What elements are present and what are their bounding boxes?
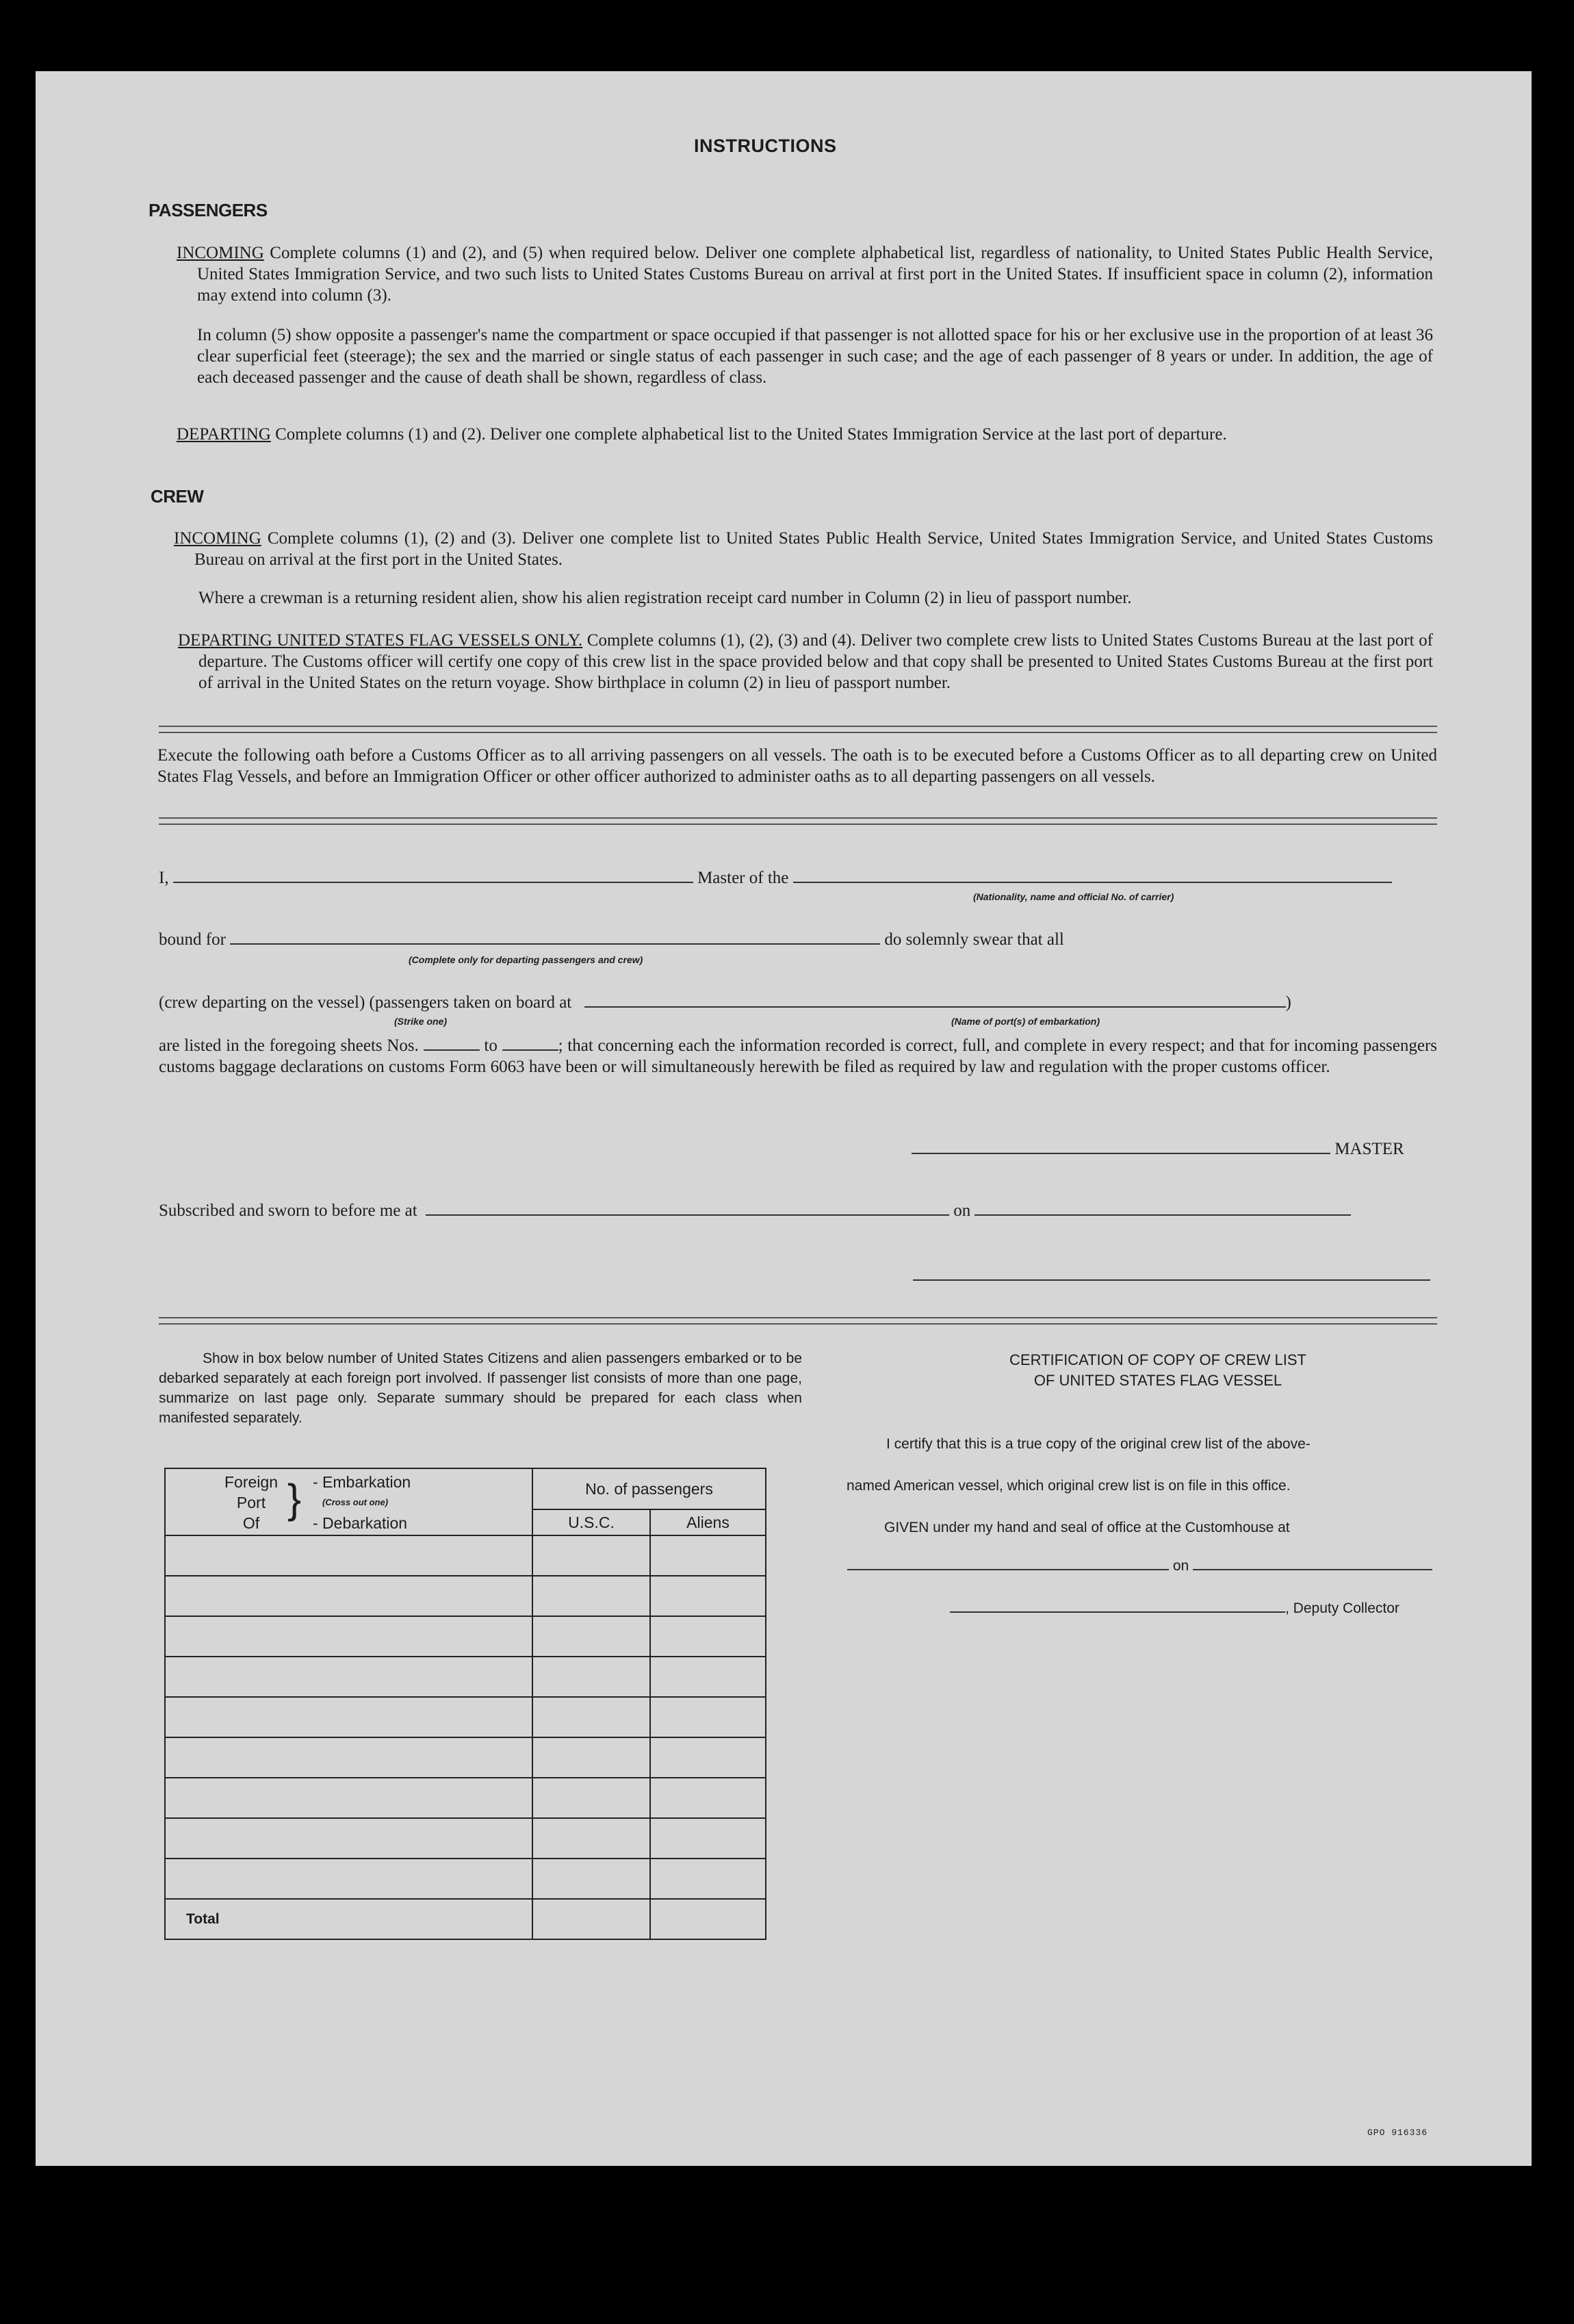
port-cell[interactable] bbox=[165, 1697, 532, 1737]
table-row bbox=[165, 1535, 766, 1576]
passengers-departing-label: DEPARTING bbox=[177, 425, 271, 444]
passengers-column5-text: In column (5) show opposite a passenger's name the compartment or space occupied if that passenger is not allotted space for his or her exclusive use in the proportion of at least 36 clear superficial feet (steerage); the sex and the married or single status of each passenger in such case; and the age of each passenger of 8 years or under. In addition, the age of each deceased passenger and the cause of death shall be shown, regardless of class. bbox=[197, 326, 1433, 387]
officer-signature-field[interactable] bbox=[913, 1279, 1430, 1281]
divider-1 bbox=[159, 726, 1437, 733]
master-name-field[interactable] bbox=[173, 882, 693, 883]
customhouse-field[interactable] bbox=[847, 1569, 1169, 1570]
port-cell[interactable] bbox=[165, 1737, 532, 1778]
bound-for-label: bound for bbox=[159, 930, 226, 949]
crew-heading: CREW bbox=[151, 486, 204, 507]
usc-cell[interactable] bbox=[532, 1859, 650, 1899]
oath-instructions-block bbox=[157, 745, 1437, 787]
table-row bbox=[165, 1737, 766, 1778]
certification-line1: I certify that this is a true copy of the original crew list of the above- bbox=[886, 1436, 1311, 1452]
crew-incoming-label: INCOMING bbox=[174, 529, 261, 548]
bound-note: (Complete only for departing passengers and crew) bbox=[409, 954, 643, 965]
divider-2 bbox=[159, 817, 1437, 825]
close-paren: ) bbox=[1285, 993, 1291, 1012]
summary-instructions-block bbox=[159, 1349, 802, 1428]
aliens-cell[interactable] bbox=[650, 1535, 766, 1576]
deputy-collector-label: , Deputy Collector bbox=[1285, 1600, 1399, 1616]
oath-listed-block bbox=[159, 1035, 1437, 1077]
cross-out-note: (Cross out one) bbox=[322, 1497, 389, 1507]
port-cell[interactable] bbox=[165, 1616, 532, 1657]
usc-cell[interactable] bbox=[532, 1535, 650, 1576]
master-signature-field[interactable] bbox=[912, 1153, 1330, 1154]
sheet-from-field[interactable] bbox=[424, 1049, 480, 1051]
usc-cell[interactable] bbox=[532, 1697, 650, 1737]
certification-line2: named American vessel, which original crew list is on file in this office. bbox=[847, 1478, 1291, 1494]
crew-flag-block bbox=[178, 630, 1433, 693]
summary-instructions: Show in box below number of United States Citizens and alien passengers embarked or to be debarked separately at each foreign port involved. If passenger list consists of more than one page, summarize on last page only. Separate summary should be prepared for each class when manifested separately. bbox=[159, 1351, 802, 1426]
oath-line-crew-departing bbox=[159, 993, 1459, 1013]
oath-line-bound bbox=[159, 930, 1064, 950]
no-of-passengers-header: No. of passengers bbox=[532, 1468, 766, 1509]
master-label: MASTER bbox=[1334, 1140, 1404, 1158]
passengers-incoming-text: Complete columns (1) and (2), and (5) when required below. Deliver one complete alphabetical list, regardless of nationality, to United States Public Health Service, United States Immigration Service, and two such lists to United States Customs Bureau on arrival at first port in the United States. If insufficient space in column (2), information may extend into column (3). bbox=[197, 244, 1434, 305]
table-row bbox=[165, 1778, 766, 1818]
crew-resident-text: Where a crewman is a returning resident alien, show his alien registration receipt card number in Column (2) in lieu of passport number. bbox=[198, 589, 1132, 607]
crew-flag-text: Complete columns (1), (2), (3) and (4). Deliver two complete crew lists to United States Customs Bureau at the last port of departure. The Customs officer will certify one copy of this crew list in the space provided below and that copy shall be presented to United States Customs Bureau at the first port of arrival in the United States on the return voyage. Show birthplace in column (2) in lieu of passport number. bbox=[198, 631, 1434, 692]
debarkation-label[interactable]: - Debarkation bbox=[313, 1514, 408, 1532]
port-cell[interactable] bbox=[165, 1576, 532, 1616]
passengers-heading: PASSENGERS bbox=[149, 200, 268, 220]
listed-text: ; that concerning each the information recorded is correct, full, and complete in every respect; and that for incoming passengers customs baggage declarations on customs Form 6063 have been or will simultaneously herewith be filed as required by law and regulation with the proper customs officer. bbox=[159, 1036, 1438, 1076]
table-row bbox=[165, 1818, 766, 1859]
aliens-cell[interactable] bbox=[650, 1697, 766, 1737]
ports-note: (Name of port(s) of embarkation) bbox=[951, 1016, 1100, 1027]
certification-heading bbox=[877, 1350, 1438, 1391]
listed-prefix: are listed in the foregoing sheets Nos. bbox=[159, 1036, 419, 1055]
aliens-cell[interactable] bbox=[650, 1818, 766, 1859]
crew-incoming-block bbox=[174, 528, 1433, 570]
oath-line-master bbox=[159, 868, 1445, 889]
aliens-cell[interactable] bbox=[650, 1657, 766, 1697]
subscribed-on-label: on bbox=[953, 1201, 971, 1220]
aliens-cell[interactable] bbox=[650, 1576, 766, 1616]
usc-cell[interactable] bbox=[532, 1616, 650, 1657]
port-cell[interactable] bbox=[165, 1657, 532, 1697]
total-aliens-cell[interactable] bbox=[650, 1899, 766, 1939]
port-cell[interactable] bbox=[165, 1818, 532, 1859]
divider-3 bbox=[159, 1317, 1437, 1325]
port-cell[interactable] bbox=[165, 1778, 532, 1818]
table-row bbox=[165, 1576, 766, 1616]
port-label: Port bbox=[236, 1494, 266, 1511]
passengers-departing-text: Complete columns (1) and (2). Deliver one complete alphabetical list to the United States Immigration Service at the last port of departure. bbox=[275, 425, 1227, 444]
brace-icon: } bbox=[287, 1476, 302, 1522]
bound-for-field[interactable] bbox=[230, 943, 880, 945]
aliens-cell[interactable] bbox=[650, 1737, 766, 1778]
foreign-port-header bbox=[165, 1468, 532, 1535]
usc-header: U.S.C. bbox=[532, 1509, 650, 1535]
passengers-column5-block bbox=[197, 324, 1433, 388]
aliens-header: Aliens bbox=[650, 1509, 766, 1535]
carrier-field[interactable] bbox=[793, 882, 1392, 883]
sworn-date-field[interactable] bbox=[975, 1214, 1351, 1216]
usc-cell[interactable] bbox=[532, 1576, 650, 1616]
table-row bbox=[165, 1859, 766, 1899]
master-signature-line bbox=[912, 1139, 1404, 1160]
crew-incoming-text: Complete columns (1), (2) and (3). Deliver one complete list to United States Public Health Service, United States Immigration Service, and United States Customs Bureau on arrival at the first port in the United States. bbox=[194, 529, 1433, 569]
form-page bbox=[36, 71, 1532, 2166]
total-label: Total bbox=[165, 1899, 532, 1939]
of-label: Of bbox=[242, 1514, 260, 1532]
subscribed-line bbox=[159, 1201, 1459, 1221]
foreign-label: Foreign bbox=[224, 1473, 278, 1491]
deputy-collector-field[interactable] bbox=[950, 1611, 1285, 1613]
table-row bbox=[165, 1657, 766, 1697]
usc-cell[interactable] bbox=[532, 1818, 650, 1859]
deputy-collector-line bbox=[950, 1600, 1399, 1617]
passengers-incoming-block bbox=[177, 242, 1433, 306]
table-row bbox=[165, 1697, 766, 1737]
oath-i-label: I, bbox=[159, 869, 169, 887]
port-cell[interactable] bbox=[165, 1859, 532, 1899]
usc-cell[interactable] bbox=[532, 1657, 650, 1697]
crew-departing-label: (crew departing on the vessel) (passengers taken on board at bbox=[159, 993, 572, 1012]
table-row bbox=[165, 1616, 766, 1657]
certification-heading-line1: CERTIFICATION OF COPY OF CREW LIST bbox=[1009, 1351, 1306, 1368]
embarkation-ports-field[interactable] bbox=[584, 1006, 1286, 1008]
sworn-place-field[interactable] bbox=[426, 1214, 949, 1216]
aliens-cell[interactable] bbox=[650, 1859, 766, 1899]
port-cell[interactable] bbox=[165, 1535, 532, 1576]
aliens-cell[interactable] bbox=[650, 1778, 766, 1818]
usc-cell[interactable] bbox=[532, 1778, 650, 1818]
to-label: to bbox=[484, 1036, 498, 1055]
carrier-note: (Nationality, name and official No. of carrier) bbox=[973, 891, 1174, 902]
total-row bbox=[165, 1899, 766, 1939]
sheet-to-field[interactable] bbox=[502, 1049, 558, 1051]
aliens-cell[interactable] bbox=[650, 1616, 766, 1657]
oath-instructions-text: Execute the following oath before a Customs Officer as to all arriving passengers on all vessels. The oath is to be executed before a Customs Officer as to all departing crew on United States Flag Vessels, and before an Immigration Officer or other officer authorized to administer oaths as to all departing passengers on all vessels. bbox=[157, 746, 1437, 786]
subscribed-label: Subscribed and sworn to before me at bbox=[159, 1201, 417, 1220]
form-number: GPO 916336 bbox=[1367, 2128, 1428, 2138]
crew-flag-label: DEPARTING UNITED STATES FLAG VESSELS ONLY. bbox=[178, 631, 583, 650]
certification-date-field[interactable] bbox=[1193, 1569, 1432, 1570]
certification-date-line bbox=[847, 1558, 1432, 1574]
passenger-summary-table bbox=[164, 1468, 766, 1940]
certification-line3: GIVEN under my hand and seal of office at the Customhouse at bbox=[884, 1520, 1290, 1535]
passengers-incoming-label: INCOMING bbox=[177, 244, 264, 262]
crew-resident-block bbox=[198, 587, 1433, 609]
passengers-departing-block bbox=[172, 424, 1433, 445]
certification-heading-line2: OF UNITED STATES FLAG VESSEL bbox=[1033, 1372, 1282, 1389]
usc-cell[interactable] bbox=[532, 1737, 650, 1778]
certification-on-label: on bbox=[1172, 1558, 1189, 1574]
embarkation-label[interactable]: - Embarkation bbox=[313, 1473, 411, 1491]
oath-master-of-label: Master of the bbox=[697, 869, 789, 887]
swear-label: do solemnly swear that all bbox=[884, 930, 1064, 949]
strike-note: (Strike one) bbox=[394, 1016, 448, 1027]
total-usc-cell[interactable] bbox=[532, 1899, 650, 1939]
page-title: INSTRUCTIONS bbox=[694, 136, 837, 156]
